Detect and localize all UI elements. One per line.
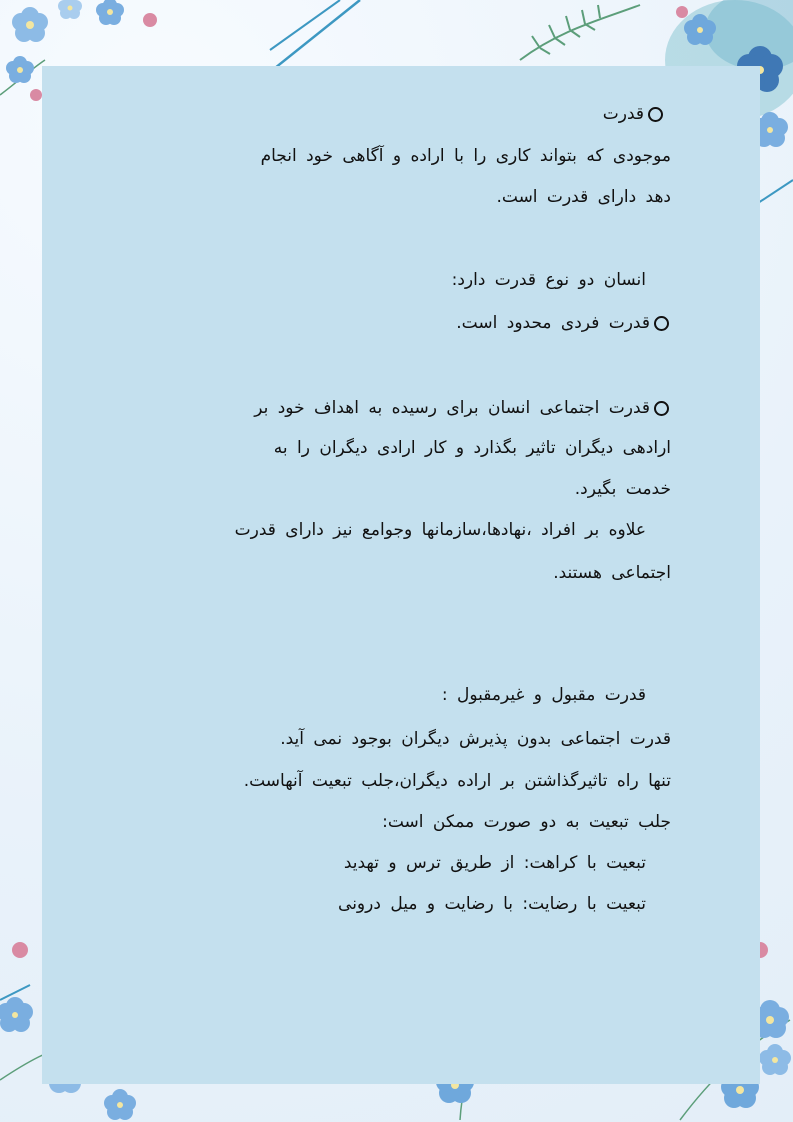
legitimacy-line1: قدرت اجتماعی بدون پذیرش دیگران بوجود نمی آید. <box>280 729 671 749</box>
legitimacy-line4: تبعیت با کراهت: از طریق ترس و تهدید <box>343 853 646 873</box>
social-power-line3: خدمت بگیرد. <box>574 479 671 499</box>
power-heading: قدرت <box>602 104 644 124</box>
legitimacy-line5: تبعیت با رضایت: با رضایت و میل درونی <box>338 894 646 914</box>
bullet-circle-icon <box>654 316 669 331</box>
individual-power-row <box>456 313 671 333</box>
bullet-circle-icon <box>654 401 669 416</box>
power-definition-line2: دهد دارای قدرت است. <box>496 187 671 207</box>
power-heading-row <box>603 104 665 124</box>
individual-power-text: قدرت فردی محدود است. <box>456 313 650 333</box>
social-power-line1: قدرت اجتماعی انسان برای رسیده به اهداف خود بر <box>254 398 650 418</box>
legitimacy-line2: تنها راه تاثیرگذاشتن بر اراده دیگران،جلب تبعیت آنهاست. <box>243 771 671 791</box>
besides-line1: علاوه بر افراد ،نهادها،سازمانها وجوامع نیز دارای قدرت <box>234 520 646 540</box>
bullet-circle-icon <box>648 107 663 122</box>
power-types-intro: انسان دو نوع قدرت دارد: <box>451 270 646 290</box>
legitimacy-line3: جلب تبعیت به دو صورت ممکن است: <box>382 812 671 832</box>
legitimacy-heading: قدرت مقبول و غیرمقبول : <box>441 685 646 705</box>
power-definition-line1: موجودی که بتواند کاری را با اراده و آگاهی خود انجام <box>260 146 671 166</box>
besides-line2: اجتماعی هستند. <box>553 563 671 583</box>
social-power-row <box>254 398 671 418</box>
social-power-line2: ارادهی دیگران تاثیر بگذارد و کار ارادی دیگران را به <box>273 438 671 458</box>
